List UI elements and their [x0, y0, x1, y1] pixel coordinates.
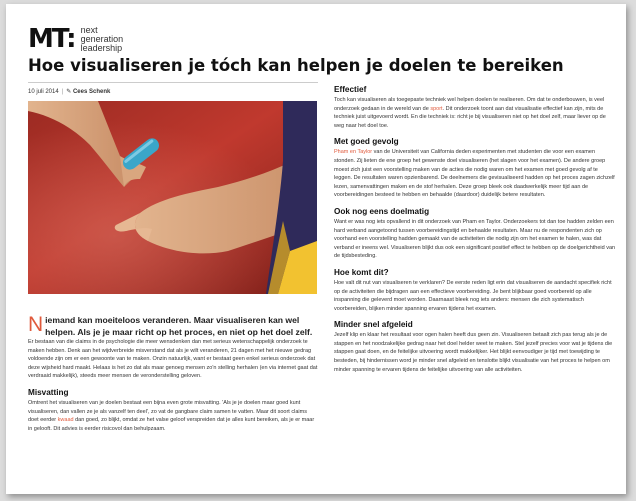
article-meta — [28, 88, 110, 95]
relay-baton-photo — [28, 101, 317, 294]
hero-photo — [28, 101, 317, 294]
sport-link[interactable]: sport — [430, 105, 443, 112]
site-logo[interactable] — [28, 26, 123, 53]
heading-hoe-komt-dit: Hoe komt dit? — [334, 267, 389, 277]
paragraph-effectief — [334, 96, 616, 130]
heading-goed-gevolg: Met goed gevolg — [334, 137, 399, 147]
paragraph-doelmatig: Want er was nog iets opvallend in dit onderzoek van Pham en Taylor. Onderzoekers tot dan toe hadden zelden een hard verband aangetoond tussen voorbereidingstijd en behaalde resultaten. Maar nu de respondenten zich op voorhand een voorstelling hadden gemaakt van de activiteiten die nodig zijn om het examen te halen, was dat verband er ineens wel. Visualiseren blijkt dus ook een significant positief effect te hebben op de doelgerichtheid van de tijdsbesteding. — [334, 218, 616, 260]
heading-effectief: Effectief — [334, 85, 367, 94]
paragraph-misvatting — [28, 399, 318, 433]
pencil-icon: ✎ — [66, 89, 72, 95]
left-column — [28, 314, 318, 433]
logo-line-1: next — [80, 25, 98, 35]
effectief-text-1: Toch kan visualiseren als toegepaste techniek wel helpen doelen te realiseren. Om dat te onderbouwen, is veel onderzoek gedaan in de wereld van de — [334, 97, 605, 112]
goed-gevolg-text: van de Universiteit van California deden experimenten met studenten die voor een examen stonden. Zij lieten de ene groep het gewenste doel visualiseren (het slagen voor het examen). De andere groep moest zich juist een voorstelling maken van de acties die nodig waren om het examen met goed gevolg af te leggen. De resultaten waren opzienbarend. De deelnemers die gevisualiseerd hadden op het proces zagen zichzelf lezen, samenvattingen maken en de stof herhalen. Deze groep bleek ook daadwerkelijk meer tijd aan de voorbereidingen besteed te hebben en behaalde (daardoor) duidelijk betere resultaten. — [334, 149, 615, 199]
lead-text: iemand kan moeiteloos veranderen. Maar visualiseren kan wel helpen. Als je je maar richt op het proces, en niet op het doel zelf. — [45, 315, 313, 337]
kwaad-link[interactable]: kwaad — [57, 417, 74, 424]
paragraph-goed-gevolg — [334, 148, 616, 200]
heading-afgeleid: Minder snel afgeleid — [334, 320, 413, 330]
logo-mark: MT: — [28, 24, 75, 54]
article-date: 10 juli 2014 — [28, 89, 59, 95]
logo-line-2: generation — [80, 34, 124, 44]
heading-misvatting: Misvatting — [28, 387, 69, 397]
title-divider — [28, 82, 318, 83]
logo-tagline — [81, 26, 124, 53]
meta-separator: | — [61, 89, 64, 95]
pham-taylor-link[interactable]: Pham en Taylor — [334, 149, 373, 156]
paragraph-afgeleid: Jezelf klip en klaar het resultaat voor ogen halen heeft dus geen zin. Visualiseren betaalt zich pas terug als je de stappen en het noodzakelijke gedrag naar het doel helder weet te maken. Stel jezelf precies voor wat je tijdens die stappen gaat doen, en de feitelijke uitvoering wordt makkelijker. Het blijkt eenvoudiger je tijd met toewijding te besteden, bij hindernissen word je minder snel afgeleid en tenslotte blijkt visualisatie van het proces te helpen om minder spanning te ervaren tijdens de feitelijke uitvoering van alle activiteiten. — [334, 332, 613, 373]
drop-cap: N — [28, 313, 44, 336]
right-column — [334, 85, 616, 374]
heading-doelmatig: Ook nog eens doelmatig — [334, 206, 430, 216]
logo-line-3: leadership — [80, 43, 123, 53]
article-author[interactable]: Cees Schenk — [72, 89, 111, 95]
misvatting-text-1: Omtrent het visualiseren van je doelen bestaat een bijna even grote misvatting. 'Als je je doelen maar goed kunt visualiseren, dan vallen ze je als vanzelf ten deel', zo vat de gangbare claim samen te vatten. Maar dit soort claims doet eerder — [28, 399, 307, 424]
intro-paragraph: Er bestaan van die claims in de psychologie die meer wensdenken dan met serieus wetenschappelijk onderzoek te maken hebben. Denk aan het wijdverbreide misverstand dat als je wilt veranderen, 21 dagen met het nieuwe gedrag voldoende zijn om er een gewoonte van te maken. Onzin natuurlijk, want er bestaat geen enkel serieus onderzoek dat deze wijsheid hard maakt. Helaas is het zo dat als maar genoeg mensen zo'n stelling herhalen (en via internet gaat dat verdraaid makkelijk), steeds meer mensen de veronderstelling geloven. — [28, 339, 318, 380]
paragraph-hoe-komt-dit: Hoe valt dit nut van visualiseren te verklaren? De eerste reden ligt erin dat visualiseren de aandacht specifiek richt op de activiteiten die bijdragen aan een effectieve voorbereiding. Je bent blijkbaar goed voorbereid op alle inspanning die geleverd moet worden. Daarnaast bleek nog iets anders: mensen die zich systematisch voorbereiden, blijken minder spanning ervaren tijdens het examen. — [334, 279, 612, 312]
effectief-text-2: . Dit onderzoek toont aan dat visualisatie effectief kan zijn, mits de techniek juist uitgevoerd wordt. En die techniek is: richt je bij visualiseren niet op het doel zelf, maar liever op de weg naar het doel toe. — [334, 105, 606, 129]
article-page — [6, 4, 626, 494]
article-lead — [28, 314, 318, 338]
article-title: Hoe visualiseren je tóch kan helpen je doelen te bereiken — [28, 56, 564, 75]
misvatting-text-2: dan goed, zo blijkt, omdat ze het valse geloof verspreiden dat je alles kunt bereiken, als je er maar in gelooft. Dit advies is eerder risicovol dan behulpzaam. — [28, 417, 315, 432]
